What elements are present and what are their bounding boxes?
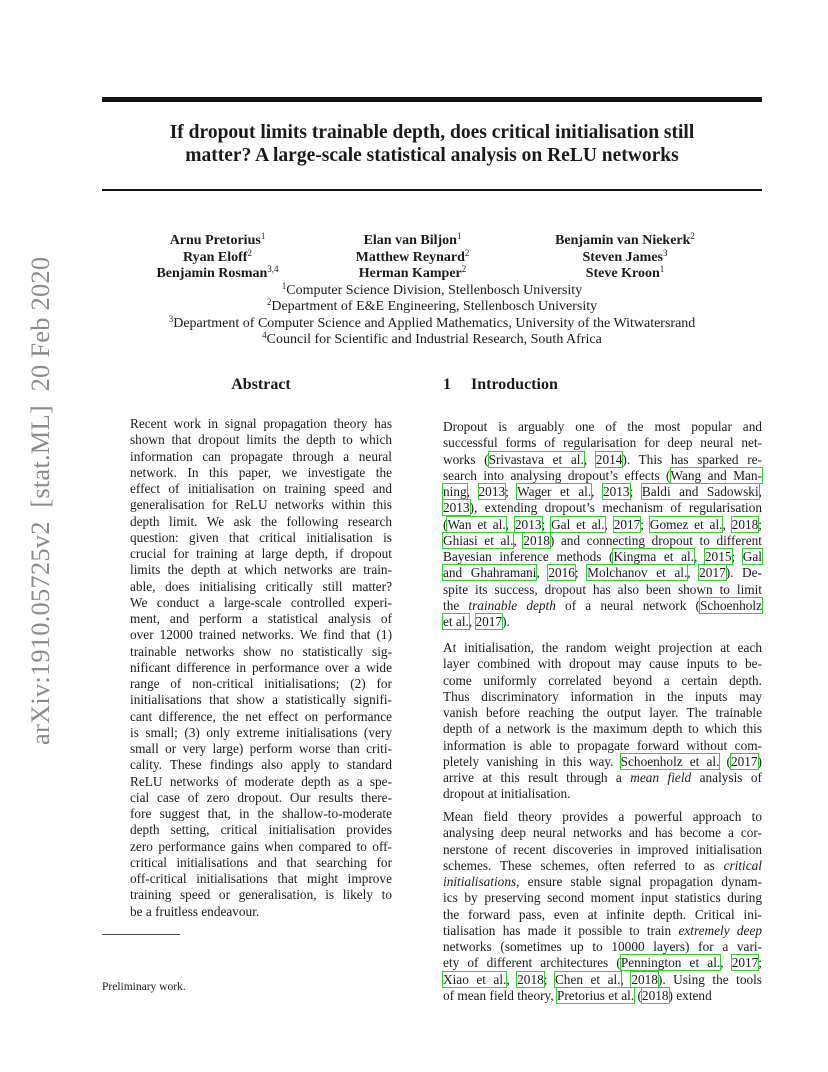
abstract-line: able, does initialising critically still matter?	[130, 578, 392, 594]
text-run: ;	[505, 484, 518, 499]
citation-link[interactable]: Schoenholz et al.	[620, 753, 720, 769]
text-run: )	[757, 753, 762, 769]
text-run: ,	[505, 516, 515, 532]
citation-link[interactable]: 2018	[523, 532, 550, 548]
abstract-line: ReLU networks of moderate depth as a spe-	[130, 773, 392, 789]
paragraph-line	[443, 988, 762, 1004]
affiliation-marker: 3,4	[267, 264, 279, 274]
paragraph-line	[443, 517, 762, 533]
text-run: successful forms of regularisation for deep neural net-	[443, 435, 762, 451]
author-row	[130, 233, 730, 250]
paragraph-line	[443, 500, 762, 516]
title-bottom-rule	[102, 189, 762, 191]
citation-link[interactable]: 2017	[613, 516, 641, 532]
citation-link[interactable]: 2018	[641, 987, 669, 1003]
citation-link[interactable]: Xiao et al.	[443, 971, 507, 987]
affiliation-marker: 3	[168, 313, 174, 324]
paragraph-line	[443, 825, 762, 841]
paragraph-line	[443, 809, 762, 825]
citation-link[interactable]: 2018	[517, 971, 544, 987]
abstract-line: cant difference, the net effect on performance	[130, 708, 392, 724]
text-run: , ensure stable signal propagation dynam-	[516, 874, 762, 889]
text-run: At initialisation, the random weight projection at each	[443, 640, 762, 655]
author-name: Matthew Reynard	[355, 249, 465, 265]
paragraph-line	[443, 549, 762, 565]
text-run: layer combined with dropout may cause inputs to be-	[443, 656, 762, 672]
citation-link[interactable]: Gal et al.	[551, 516, 605, 532]
text-run: arrive at this result through a	[443, 770, 631, 785]
affiliation	[102, 332, 762, 348]
citation-link[interactable]: Molchanov et al.	[587, 565, 688, 581]
author	[520, 247, 730, 267]
text-run: Dropout is arguably one of the most popular and	[443, 419, 762, 434]
text-run: nerstone of recent discoveries in improved initialisation	[443, 841, 762, 857]
paragraph-line	[443, 890, 762, 906]
text-run: come uniformly correlated beyond a certain depth.	[443, 672, 762, 688]
citation-link[interactable]: 2017	[475, 614, 503, 629]
citation-link[interactable]: 2013	[443, 500, 470, 516]
abstract-line: cial case of zero dropout. Our results there-	[130, 789, 392, 805]
text-run: ,	[758, 484, 762, 499]
author	[305, 247, 520, 267]
abstract-line: small or very large) perform worse than criti-	[130, 741, 392, 756]
text-run: pletely vanishing in this way.	[443, 753, 621, 769]
affiliation-marker: 4	[262, 330, 267, 341]
text-run: Mean field theory provides a powerful approach to	[443, 809, 762, 824]
citation-link[interactable]: 2014	[595, 451, 623, 467]
text-run: ;	[640, 516, 650, 532]
emphasis-text: critical	[723, 857, 762, 873]
citation-link[interactable]: Ghiasi et al.	[443, 532, 514, 548]
paragraph-line	[443, 874, 762, 890]
citation-link[interactable]: 2013	[514, 516, 542, 532]
paragraph-line	[443, 598, 762, 614]
citation-link[interactable]: ning	[443, 484, 467, 499]
author-row	[130, 266, 730, 283]
text-run: ) extend	[668, 987, 712, 1003]
abstract-line: effect of initialisation on training speed and	[130, 481, 392, 496]
introduction-heading	[443, 376, 558, 394]
affiliation-text: Department of E&E Engineering, Stellenbosch University	[271, 299, 598, 315]
title-top-rule	[102, 97, 762, 102]
paragraph-line	[443, 705, 762, 721]
text-run: ,	[591, 484, 603, 499]
citation-link[interactable]: Gal	[742, 549, 762, 564]
paragraph-line	[443, 656, 762, 672]
text-run: schemes. These schemes, often referred to as	[443, 857, 724, 873]
abstract-line: shown that dropout limits the depth to which	[130, 432, 392, 448]
abstract-line: depth limit. We ask the following research	[130, 513, 392, 529]
abstract-body	[130, 416, 392, 920]
citation-link[interactable]: and Ghahramani	[443, 565, 537, 581]
abstract-line: off-critical initialisations that might improve	[130, 871, 392, 886]
author	[130, 233, 305, 250]
author-block	[130, 233, 730, 283]
text-run: ).	[502, 614, 510, 629]
citation-link[interactable]: Kingma et al.	[613, 549, 694, 564]
citation-link[interactable]: 2018	[631, 971, 658, 987]
paragraph-line	[443, 770, 762, 786]
author-name: Arnu Pretorius	[169, 233, 261, 248]
abstract-line: zero performance gains when compared to off-	[130, 838, 392, 854]
affiliation-marker: 1	[260, 231, 266, 241]
paragraph-line	[443, 754, 762, 770]
citation-link[interactable]: 2013	[478, 484, 506, 499]
author-name: Steven James	[582, 249, 663, 265]
text-run: ) and connecting dropout to different	[549, 532, 762, 548]
paragraph-line	[443, 468, 762, 484]
abstract-line: crucial for training at large depth, if dropout	[130, 546, 392, 561]
text-run: ,	[506, 971, 518, 987]
title-line-1: If dropout limits trainable depth, does critical initialisation still	[169, 122, 695, 143]
section-number: 1	[443, 376, 451, 393]
title-line-2: matter? A large-scale statistical analysis on ReLU networks	[185, 145, 679, 166]
affiliations	[102, 283, 762, 349]
author	[305, 266, 520, 283]
citation-link[interactable]: Baldi and Sadowski	[641, 484, 759, 499]
citation-link[interactable]: et al.	[443, 614, 469, 629]
footnote-rule	[102, 934, 180, 935]
abstract-line: network. In this paper, we investigate the	[130, 464, 392, 480]
text-run: ,	[604, 516, 614, 532]
text-run: ). Using the tools	[657, 971, 762, 987]
text-run: the forward pass, even at infinite depth. Critical ini-	[443, 906, 762, 922]
citation-link[interactable]: Chen et al.	[554, 971, 621, 987]
abstract-line: nificant difference in performance over a wide	[130, 659, 392, 675]
abstract-line: cality. These findings also apply to standard	[130, 757, 392, 773]
abstract-line: limits the depth at which networks are train-	[130, 562, 392, 578]
author	[520, 266, 730, 283]
text-run: ), extending dropout’s mechanism of regularisation	[469, 500, 762, 516]
text-run: vanish before reaching the output layer. The trainable	[443, 705, 762, 720]
text-run: spite its success, dropout has also been shown to limit	[443, 581, 762, 597]
author	[305, 233, 520, 250]
text-run: (	[443, 516, 448, 532]
text-run: ety of different architectures (	[443, 955, 621, 971]
affiliation-marker: 2	[461, 264, 467, 274]
text-run: ;	[758, 516, 762, 532]
author-name: Benjamin van Niekerk	[555, 233, 691, 248]
citation-link[interactable]: 2016	[548, 565, 575, 581]
text-run: of mean field theory,	[443, 987, 557, 1003]
paragraph-line	[443, 614, 762, 630]
text-run: ,	[536, 565, 549, 581]
abstract-line: training speed or generalisation, is likely to	[130, 887, 392, 903]
author-row	[130, 247, 730, 267]
affiliation	[102, 313, 762, 332]
author-name: Benjamin Rosman	[156, 266, 268, 281]
affiliation-marker: 2	[690, 231, 695, 241]
paragraph-line	[443, 435, 762, 451]
text-run: ,	[693, 549, 705, 564]
affiliation	[102, 283, 762, 299]
text-run: ,	[583, 451, 596, 467]
paragraph-line	[443, 582, 762, 598]
citation-link[interactable]: 2017	[731, 955, 759, 971]
paragraph-line	[443, 955, 762, 971]
text-run: works (	[443, 451, 489, 467]
citation-link[interactable]: Pretorius et al.	[556, 987, 635, 1003]
text-run: ). De-	[725, 565, 762, 581]
citation-link[interactable]: Gomez et al.	[649, 516, 723, 532]
text-run: search into analysing dropout’s effects (	[443, 467, 671, 483]
abstract-heading: Abstract	[231, 376, 291, 393]
text-run: Thus discriminatory information in the inputs may	[443, 688, 762, 704]
paper-title	[102, 121, 762, 167]
text-run: ;	[543, 971, 555, 987]
footnote: Preliminary work.	[102, 981, 186, 993]
text-run: analysing deep neural networks and has become a cor-	[443, 825, 762, 841]
abstract-line: question: given that critical initialisation is	[130, 529, 392, 545]
author-name: Steve Kroon	[585, 266, 660, 281]
abstract-line: Recent work in signal propagation theory has	[130, 416, 392, 431]
paragraph-line	[443, 858, 762, 874]
affiliation-marker: 1	[281, 281, 287, 291]
citation-link[interactable]: 2017	[699, 565, 726, 581]
citation-link[interactable]: Wan et al.	[447, 516, 506, 532]
paragraph-line	[443, 786, 762, 802]
text-run: Bayesian inference methods (	[443, 549, 614, 564]
text-run: networks (sometimes up to 10000 layers) for a vari-	[443, 939, 762, 954]
text-run: ;	[541, 516, 552, 532]
citation-link[interactable]: 2018	[731, 516, 759, 532]
text-run: ;	[629, 484, 642, 499]
text-run: ,	[722, 516, 732, 532]
paragraph-line	[443, 484, 762, 500]
affiliation-marker: 2	[464, 247, 470, 258]
abstract-line: is small; (3) only extreme initialisations (very	[130, 724, 392, 740]
text-run: information is able to propagate forward without com-	[443, 737, 762, 753]
section-title: Introduction	[471, 376, 558, 393]
paragraph-line	[443, 923, 762, 939]
paragraph-line	[443, 533, 762, 549]
citation-link[interactable]: 2015	[704, 549, 732, 564]
author-name: Elan van Biljon	[363, 233, 457, 248]
text-run: ,	[468, 614, 476, 629]
citation-link[interactable]: 2013	[602, 484, 630, 499]
text-run: ,	[513, 532, 524, 548]
intro-paragraph-2	[443, 640, 762, 803]
author-name: Ryan Eloff	[183, 249, 248, 265]
abstract-line: initialisations that show a statistically signifi-	[130, 692, 392, 708]
affiliation-text: Council for Scientific and Industrial Research, South Africa	[266, 332, 602, 348]
arxiv-identifier-stamp: arXiv:1910.05725v2 [stat.ML] 20 Feb 2020	[25, 256, 55, 745]
paragraph-line	[443, 842, 762, 858]
abstract-line: generalisation for ReLU networks within this	[130, 497, 392, 513]
text-run: (	[634, 987, 642, 1003]
citation-link[interactable]: Srivastava et al.	[488, 451, 584, 467]
citation-link[interactable]: Schoenholz	[699, 597, 762, 613]
text-run: dropout at initialisation.	[443, 786, 571, 802]
citation-link[interactable]: Pennington et al.	[620, 955, 721, 971]
paragraph-line	[443, 721, 762, 737]
text-run: ;	[574, 565, 588, 581]
text-run: ). This has sparked re-	[622, 451, 762, 467]
emphasis-text: mean field	[630, 770, 692, 785]
text-run: ;	[731, 549, 743, 564]
affiliation-marker: 2	[247, 247, 252, 258]
paragraph-line	[443, 972, 762, 988]
text-run: analysis of	[691, 770, 762, 785]
paragraph-line	[443, 689, 762, 705]
paragraph-line	[443, 640, 762, 656]
text-run: (	[719, 753, 731, 769]
paragraph-line	[443, 907, 762, 923]
text-run: ,	[620, 971, 632, 987]
paragraph-line	[443, 419, 762, 435]
abstract-line: We conduct a large-scale controlled experi-	[130, 594, 392, 610]
affiliation-marker: 2	[266, 297, 272, 308]
abstract-line: fore suggest that, in the shallow-to-moderate	[130, 806, 392, 821]
affiliation	[102, 299, 762, 315]
citation-link[interactable]: Wang and Man-	[670, 467, 762, 483]
abstract-line: depth setting, critical initialisation provides	[130, 822, 392, 838]
abstract-line: ment, and perform a statistical analysis of	[130, 611, 392, 626]
affiliation-marker: 1	[456, 231, 462, 241]
emphasis-text: trainable depth	[468, 597, 556, 613]
affiliation-text: Computer Science Division, Stellenbosch University	[286, 283, 583, 298]
paragraph-line	[443, 565, 762, 581]
abstract-line: range of non-critical initialisations; (2) for	[130, 676, 392, 691]
abstract-line: information can propagate through a neural	[130, 448, 392, 464]
citation-link[interactable]: Wager et al.	[517, 484, 592, 499]
text-run: depth of a network is the maximum depth to which this	[443, 721, 762, 737]
author	[520, 233, 730, 250]
affiliation-marker: 3	[663, 247, 668, 258]
author	[130, 266, 305, 283]
paragraph-line	[443, 452, 762, 468]
text-run: tialisation has made it possible to train	[443, 922, 679, 938]
intro-paragraph-3	[443, 809, 762, 1004]
abstract-line: be a fruitless endeavour.	[130, 903, 260, 919]
abstract-line: trainable networks show no statistically sig-	[130, 643, 392, 659]
text-run: ,	[687, 565, 700, 581]
abstract-line: over 12000 trained networks. We find that (1)	[130, 627, 392, 643]
citation-link[interactable]: 2017	[730, 753, 758, 769]
paragraph-line	[443, 673, 762, 689]
affiliation-text: Department of Computer Science and Applied Mathematics, University of the Witwatersrand	[173, 315, 696, 331]
text-run: of a neural network (	[555, 597, 700, 613]
text-run: ,	[466, 484, 479, 499]
text-run: ,	[720, 955, 732, 971]
intro-paragraph-1	[443, 419, 762, 630]
text-run: ;	[758, 955, 762, 971]
emphasis-text: extremely deep	[678, 922, 762, 938]
paragraph-line	[443, 738, 762, 754]
abstract-line: critical initialisations and that searching for	[130, 854, 392, 870]
paragraph-line	[443, 939, 762, 955]
affiliation-marker: 1	[659, 264, 665, 274]
text-run: ics by preserving second moment input statistics during	[443, 890, 762, 906]
author-name: Herman Kamper	[358, 266, 462, 281]
emphasis-text: initialisations	[443, 874, 517, 889]
text-run: the	[443, 597, 469, 613]
